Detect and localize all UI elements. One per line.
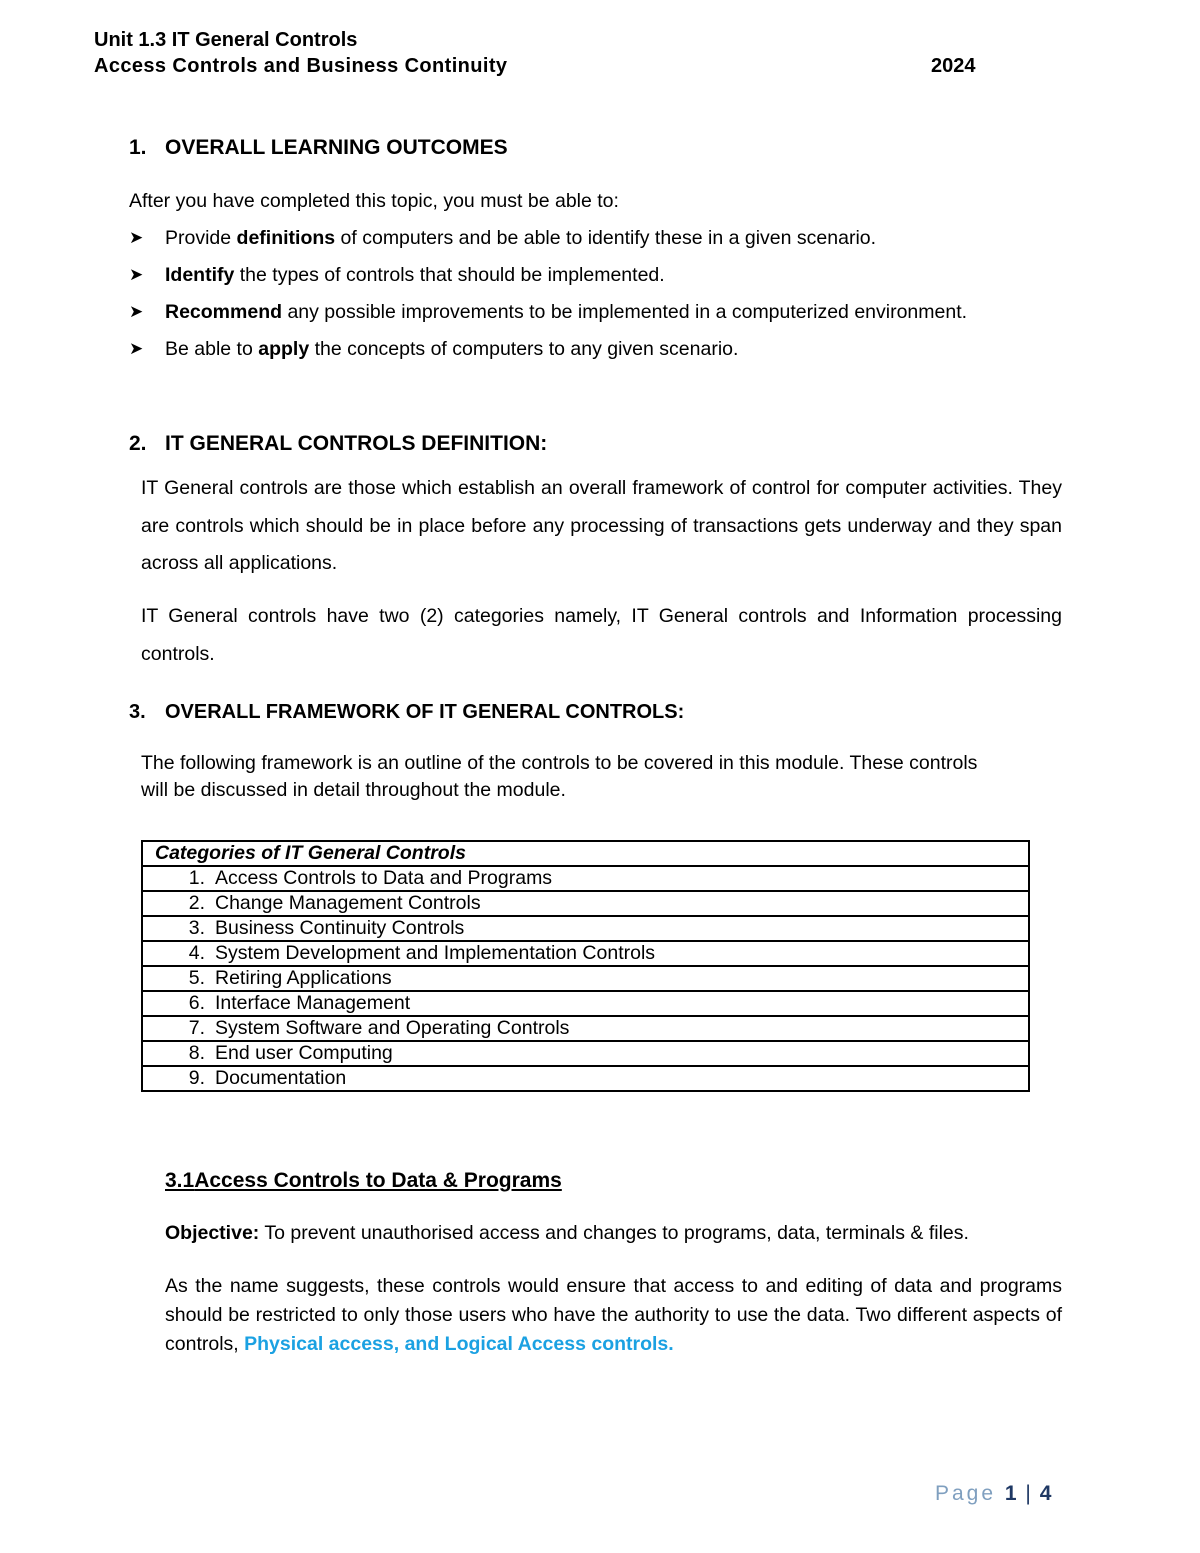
section-2-number: 2. <box>129 432 147 455</box>
table-row <box>142 1066 1029 1091</box>
row-number: 1. <box>188 867 205 889</box>
arrow-bullet-icon: ➤ <box>129 339 144 358</box>
header-unit-title: Unit 1.3 IT General Controls <box>94 29 358 51</box>
bullet-text: of computers and be able to identify these in a given scenario. <box>335 227 877 249</box>
bullet-text: the concepts of computers to any given scenario. <box>309 338 739 360</box>
arrow-bullet-icon: ➤ <box>129 228 144 247</box>
arrow-bullet-icon: ➤ <box>129 302 144 321</box>
row-number: 3. <box>188 917 205 939</box>
table-cell <box>142 941 1029 966</box>
section-3-paragraph: The following framework is an outline of the controls to be covered in this module. These controls will be discussed in detail throughout the module. <box>141 752 978 801</box>
learning-outcomes-list <box>129 225 967 373</box>
bullet-text: the types of controls that should be implemented. <box>234 264 665 286</box>
table-cell <box>142 866 1029 891</box>
section-2-heading <box>129 430 547 458</box>
section-2-paragraph-1: IT General controls are those which establish an overall framework of control for computer activities. They are controls which should be in place before any processing of transactions gets underway and they span across all applications. <box>141 477 1062 574</box>
objective-line <box>165 1220 969 1246</box>
section-1-number: 1. <box>129 136 147 159</box>
list-item <box>129 299 967 336</box>
controls-table <box>141 840 1030 1092</box>
section-1-intro: After you have completed this topic, you must be able to: <box>129 190 619 212</box>
bullet-bold: apply <box>258 338 310 360</box>
bullet-bold: Recommend <box>165 301 283 323</box>
table-row <box>142 916 1029 941</box>
section-3-number: 3. <box>129 701 146 723</box>
list-item <box>129 225 967 262</box>
list-item <box>129 262 967 299</box>
row-label: Interface Management <box>215 992 411 1014</box>
header-subtitle: Access Controls and Business Continuity <box>94 55 508 77</box>
arrow-bullet-icon: ➤ <box>129 265 144 284</box>
section-3-1-title: Access Controls to Data & Programs <box>194 1169 562 1192</box>
current-page: 1 <box>1004 1482 1017 1505</box>
row-label: End user Computing <box>215 1042 393 1064</box>
table-row <box>142 1016 1029 1041</box>
objective-text: To prevent unauthorised access and changes to programs, data, terminals & files. <box>259 1222 969 1244</box>
table-row <box>142 991 1029 1016</box>
row-label: Change Management Controls <box>215 892 481 914</box>
row-label: Documentation <box>215 1067 347 1089</box>
row-label: System Development and Implementation Controls <box>215 942 656 964</box>
list-item <box>129 336 967 373</box>
section-1-title: OVERALL LEARNING OUTCOMES <box>165 136 508 159</box>
table-cell <box>142 891 1029 916</box>
bullet-text: Be able to <box>165 338 259 360</box>
row-label: Access Controls to Data and Programs <box>215 867 553 889</box>
section-3-1-heading <box>165 1169 562 1193</box>
page-label: Page <box>935 1482 997 1505</box>
bullet-text: Provide <box>165 227 237 249</box>
table-row <box>142 866 1029 891</box>
table-cell <box>142 1066 1029 1091</box>
row-number: 9. <box>188 1067 205 1089</box>
page-separator: | <box>1025 1482 1031 1505</box>
section-3-heading <box>129 698 684 726</box>
bullet-bold: definitions <box>236 227 336 249</box>
table-cell <box>142 1041 1029 1066</box>
table-row <box>142 1041 1029 1066</box>
table-cell <box>142 1016 1029 1041</box>
section-3-1-number: 3.1 <box>165 1169 195 1192</box>
row-number: 6. <box>188 992 205 1014</box>
row-label: System Software and Operating Controls <box>215 1017 570 1039</box>
total-pages: 4 <box>1039 1482 1052 1505</box>
objective-label: Objective: <box>165 1222 260 1244</box>
header-year: 2024 <box>931 55 976 77</box>
section-2-paragraph-2: IT General controls have two (2) categories namely, IT General controls and Information processing controls. <box>141 605 1062 665</box>
table-cell <box>142 916 1029 941</box>
section-1-heading <box>129 134 508 162</box>
page-number-footer <box>935 1482 1051 1506</box>
section-3-1-text: As the name suggests, these controls would ensure that access to and editing of data and programs should be restricted to only those users who have the authority to use the data. Two different aspects of controls, <box>165 1275 1062 1355</box>
table-header-row <box>142 841 1029 866</box>
table-row <box>142 966 1029 991</box>
row-number: 8. <box>188 1042 205 1064</box>
bullet-bold: Identify <box>165 264 235 286</box>
section-2-title: IT GENERAL CONTROLS DEFINITION: <box>165 432 548 455</box>
row-label: Retiring Applications <box>215 967 392 989</box>
row-number: 5. <box>188 967 205 989</box>
row-label: Business Continuity Controls <box>215 917 465 939</box>
row-number: 4. <box>188 942 205 964</box>
section-3-1-paragraph <box>165 1272 1062 1359</box>
table-row <box>142 891 1029 916</box>
table-header-cell: Categories of IT General Controls <box>142 841 1029 866</box>
row-number: 7. <box>188 1017 205 1039</box>
table-cell <box>142 991 1029 1016</box>
table-row <box>142 941 1029 966</box>
bullet-text: any possible improvements to be implemented in a computerized environment. <box>282 301 968 323</box>
row-number: 2. <box>188 892 205 914</box>
table-cell <box>142 966 1029 991</box>
highlight-text: Physical access, and Logical Access controls. <box>244 1333 674 1355</box>
section-3-title: OVERALL FRAMEWORK OF IT GENERAL CONTROLS: <box>165 701 685 723</box>
